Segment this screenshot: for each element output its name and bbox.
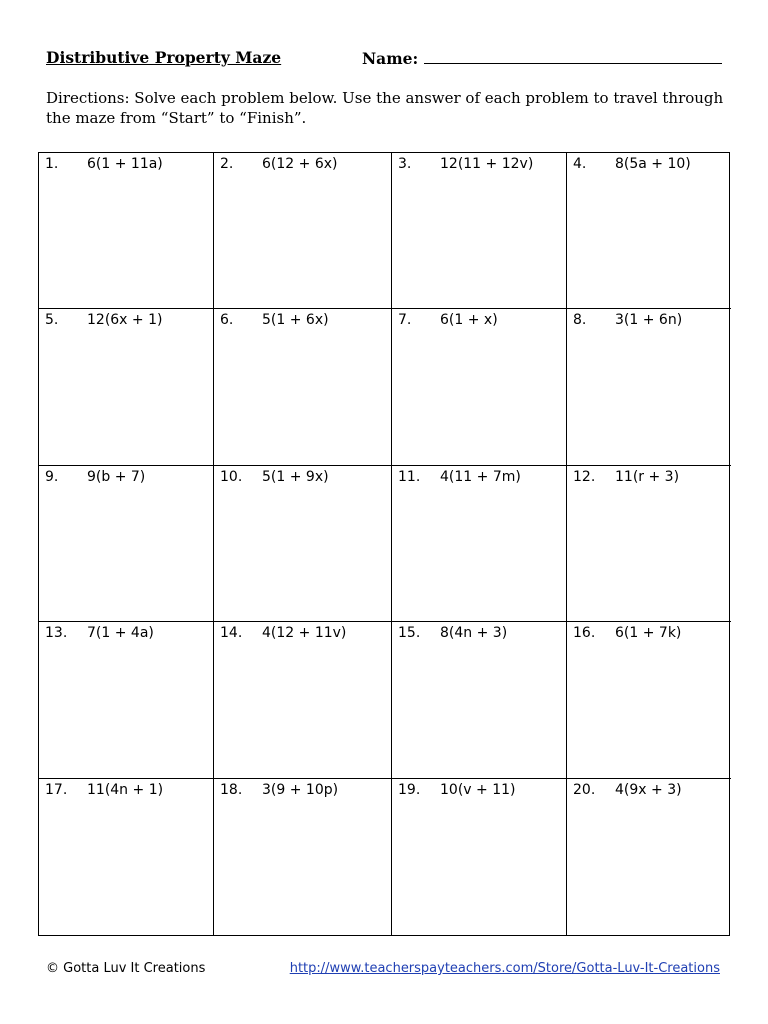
problem-number: 13. <box>45 625 68 642</box>
problem-expression: 5(1 + 6x) <box>262 312 329 329</box>
problem-cell <box>567 153 731 309</box>
problem-cell <box>214 309 392 465</box>
name-field <box>362 48 722 68</box>
problem-number: 12. <box>573 468 596 485</box>
worksheet-footer <box>46 961 720 981</box>
problem-cell <box>39 153 214 309</box>
problem-expression: 9(b + 7) <box>87 468 146 485</box>
store-link[interactable]: http://www.teacherspayteachers.com/Store/Gotta-Luv-It-Creations <box>289 961 720 976</box>
problem-number: 17. <box>45 781 68 798</box>
problem-cell <box>392 153 567 309</box>
problem-number: 5. <box>45 312 59 329</box>
problem-cell <box>214 622 392 778</box>
problem-expression: 4(9x + 3) <box>615 781 682 798</box>
name-blank-line[interactable] <box>424 48 722 64</box>
problem-number: 16. <box>573 625 596 642</box>
problem-expression: 6(1 + 7k) <box>615 625 682 642</box>
problem-expression: 12(11 + 12v) <box>440 156 534 172</box>
problem-cell <box>214 153 392 309</box>
problem-cell <box>392 622 567 778</box>
problem-expression: 3(1 + 6n) <box>615 312 683 329</box>
problem-number: 11. <box>398 468 421 485</box>
problem-expression: 10(v + 11) <box>440 781 516 798</box>
name-label: Name: <box>362 49 419 68</box>
problem-cell <box>39 779 214 935</box>
problem-expression: 4(11 + 7m) <box>440 468 521 485</box>
problem-expression: 5(1 + 9x) <box>262 468 329 485</box>
problem-cell <box>567 309 731 465</box>
problem-cell <box>39 466 214 622</box>
problem-cell <box>39 309 214 465</box>
problem-expression: 8(5a + 10) <box>615 156 691 172</box>
problem-number: 1. <box>45 156 59 172</box>
problem-number: 8. <box>573 312 587 329</box>
problem-cell <box>214 466 392 622</box>
problem-expression: 3(9 + 10p) <box>262 781 339 798</box>
problem-expression: 4(12 + 11v) <box>262 625 347 642</box>
problem-cell <box>214 779 392 935</box>
worksheet-title: Distributive Property Maze <box>46 48 282 67</box>
problem-cell <box>567 466 731 622</box>
problem-number: 18. <box>220 781 243 798</box>
problem-cell <box>39 622 214 778</box>
problem-number: 20. <box>573 781 596 798</box>
problem-cell <box>567 622 731 778</box>
problem-number: 15. <box>398 625 421 642</box>
problem-number: 10. <box>220 468 243 485</box>
problem-number: 9. <box>45 468 59 485</box>
problem-expression: 6(1 + x) <box>440 312 498 329</box>
problem-expression: 7(1 + 4a) <box>87 625 154 642</box>
problem-expression: 12(6x + 1) <box>87 312 163 329</box>
worksheet-header <box>46 48 718 72</box>
problem-cell <box>392 466 567 622</box>
problem-number: 7. <box>398 312 412 329</box>
problem-cell <box>392 309 567 465</box>
problem-number: 19. <box>398 781 421 798</box>
problem-cell <box>567 779 731 935</box>
problem-expression: 6(12 + 6x) <box>262 156 338 172</box>
problem-number: 4. <box>573 156 587 172</box>
copyright-text: © Gotta Luv It Creations <box>46 961 206 976</box>
directions-text: Directions: Solve each problem below. Use the answer of each problem to travel through the maze from “Start” to “Finish”. <box>46 89 724 127</box>
problem-number: 6. <box>220 312 234 329</box>
problem-expression: 11(r + 3) <box>615 468 680 485</box>
problem-cell <box>392 779 567 935</box>
problem-expression: 6(1 + 11a) <box>87 156 163 172</box>
problem-number: 14. <box>220 625 243 642</box>
problem-grid <box>38 152 730 936</box>
problem-expression: 8(4n + 3) <box>440 625 508 642</box>
problem-number: 2. <box>220 156 234 172</box>
problem-number: 3. <box>398 156 412 172</box>
problem-expression: 11(4n + 1) <box>87 781 164 798</box>
